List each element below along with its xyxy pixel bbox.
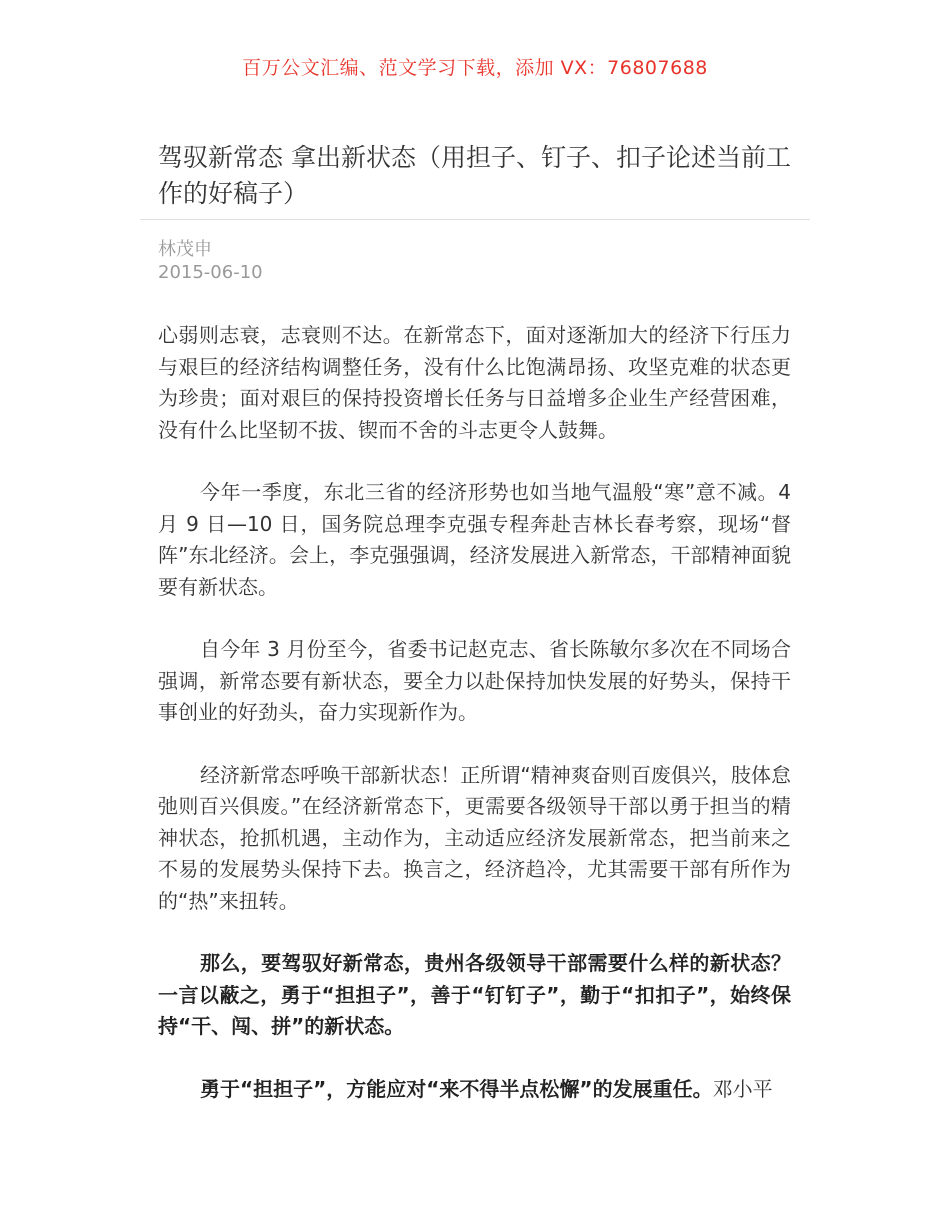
article-meta [158,238,263,284]
paragraph-3: 自今年 3 月份至今，省委书记赵克志、省长陈敏尔多次在不同场合强调，新常态要有新状态，要全力以赴保持加快发展的好势头，保持干事创业的好劲头，奋力实现新作为。 [158,637,791,724]
article-author: 林茂申 [158,239,212,260]
article-date: 2015-06-10 [158,262,263,283]
title-divider [140,219,810,220]
paragraph-1: 心弱则志衰，志衰则不达。在新常态下，面对逐渐加大的经济下行压力与艰巨的经济结构调整任务，没有什么比饱满昂扬、攻坚克难的状态更为珍贵；面对艰巨的保持投资增长任务与日益增多企业生产经营困难，没有什么比坚韧不拔、锲而不舍的斗志更令人鼓舞。 [158,323,791,442]
paragraph-5: 那么，要驾驭好新常态，贵州各级领导干部需要什么样的新状态？一言以蔽之，勇于“担担子”，善于“钉钉子”，勤于“扣扣子”，始终保持“干、闯、拼”的新状态。 [158,951,791,1038]
article-body [158,320,791,1136]
paragraph-4: 经济新常态呼唤干部新状态！正所谓“精神爽奋则百废俱兴，肢体怠弛则百兴俱废。”在经济新常态下，更需要各级领导干部以勇于担当的精神状态，抢抓机遇，主动作为，主动适应经济发展新常态，把当前来之不易的发展势头保持下去。换言之，经济趋冷，尤其需要干部有所作为的“热”来扭转。 [158,762,791,913]
paragraph-2: 今年一季度，东北三省的经济形势也如当地气温般“寒”意不减。4 月 9 日—10 日，国务院总理李克强专程奔赴吉林长春考察，现场“督阵”东北经济。会上，李克强强调，经济发展进入新常态，干部精神面貌要有新状态。 [158,480,791,599]
article-title: 驾驭新常态 拿出新状态（用担子、钉子、扣子论述当前工作的好稿子） [158,143,791,208]
paragraph-6-lead: 勇于“担担子”，方能应对“来不得半点松懈”的发展重任。 [200,1076,713,1101]
paragraph-6 [158,1074,791,1106]
paragraph-6-text: 邓小平 [712,1076,773,1101]
promo-banner: 百万公文汇编、范文学习下载，添加 VX：76807688 [242,57,708,79]
